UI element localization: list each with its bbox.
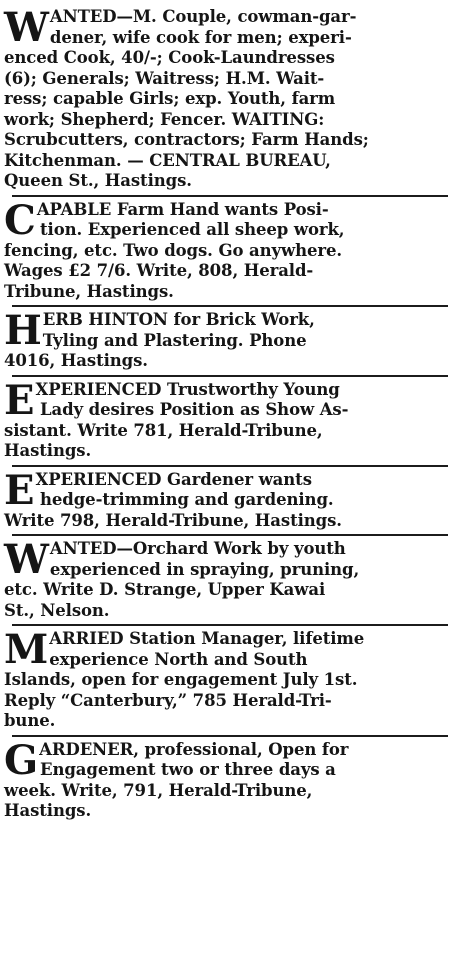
ad-line: week. Write, 791, Herald-Tribune, [4, 780, 313, 800]
ad-divider [12, 534, 448, 536]
ad-line: bune. [4, 711, 56, 730]
ad-line: XPERIENCED Trustworthy Young [35, 379, 340, 399]
ad-line: Scrubcutters, contractors; Farm Hands; [4, 130, 369, 149]
ad-divider [12, 624, 448, 626]
ad-line: ARDENER, professional, Open for [39, 739, 349, 759]
ad-line: Hastings. [4, 441, 92, 460]
drop-cap: W [4, 4, 49, 51]
ad-line: tion. Experienced all sheep work, [40, 220, 345, 239]
ad-line: Tribune, Hastings. [4, 281, 174, 301]
ad-line: experienced in spraying, pruning, [49, 559, 360, 579]
ad-line: (6); Generals; Waitress; H.M. Wait- [4, 68, 325, 88]
ad-line: ANTED—Orchard Work by youth [49, 539, 346, 558]
ad-line: Reply “Canterbury,” 785 Herald-Tri- [4, 690, 332, 710]
ad-line: ERB HINTON for Brick Work, [42, 310, 315, 329]
ad-line: ANTED—M. Couple, cowman-gar- [49, 7, 357, 26]
ad-line: ARRIED Station Manager, lifetime [49, 629, 365, 648]
ad-line: experience North and South [49, 649, 308, 669]
ad-line: Write 798, Herald-Tribune, Hastings. [4, 510, 342, 530]
drop-cap: M [4, 626, 49, 673]
classified-ad [4, 536, 454, 621]
ad-line: Tyling and Plastering. Phone [42, 330, 307, 350]
ad-line: hedge-trimming and gardening. [40, 490, 334, 509]
ad-line: Hastings. [4, 801, 92, 820]
ad-line: dener, wife cook for men; experi- [49, 27, 352, 47]
ad-line: Lady desires Position as Show As- [40, 400, 349, 419]
ad-line: Wages £2 7/6. Write, 808, Herald- [4, 261, 314, 280]
drop-cap: C [4, 196, 36, 244]
ad-line: work; Shepherd; Fencer. WAITING: [4, 109, 325, 129]
classified-ad [4, 466, 454, 532]
ad-line: etc. Write D. Strange, Upper Kawai [4, 580, 326, 599]
ad-line: ress; capable Girls; exp. Youth, farm [4, 89, 336, 108]
drop-cap: H [4, 307, 42, 354]
ad-line: APABLE Farm Hand wants Posi- [36, 199, 329, 219]
classified-ad [4, 4, 454, 192]
ad-line: Queen St., Hastings. [4, 171, 192, 190]
ad-divider [12, 735, 448, 737]
ad-divider [12, 195, 448, 197]
classified-ad [4, 307, 454, 372]
classified-ad [4, 376, 454, 462]
ad-line: 4016, Hastings. [4, 351, 148, 370]
ad-line: fencing, etc. Two dogs. Go anywhere. [4, 240, 343, 260]
classified-ad [4, 736, 454, 822]
ad-divider [12, 375, 448, 377]
drop-cap: E [4, 376, 35, 424]
drop-cap: G [4, 736, 39, 784]
ad-divider [12, 305, 448, 307]
ad-line: St., Nelson. [4, 600, 110, 620]
classified-ad [4, 196, 454, 303]
ad-divider [12, 465, 448, 467]
ad-line: sistant. Write 781, Herald-Tribune, [4, 420, 323, 440]
drop-cap: E [4, 466, 35, 514]
ad-line: XPERIENCED Gardener wants [35, 469, 312, 489]
ad-line: Islands, open for engagement July 1st. [4, 670, 358, 689]
ad-line: Kitchenman. — CENTRAL BUREAU, [4, 150, 331, 170]
drop-cap: W [4, 536, 49, 583]
ad-line: Engagement two or three days a [40, 760, 336, 779]
classified-ad [4, 626, 454, 732]
ad-line: enced Cook, 40/-; Cook-Laundresses [4, 48, 335, 67]
